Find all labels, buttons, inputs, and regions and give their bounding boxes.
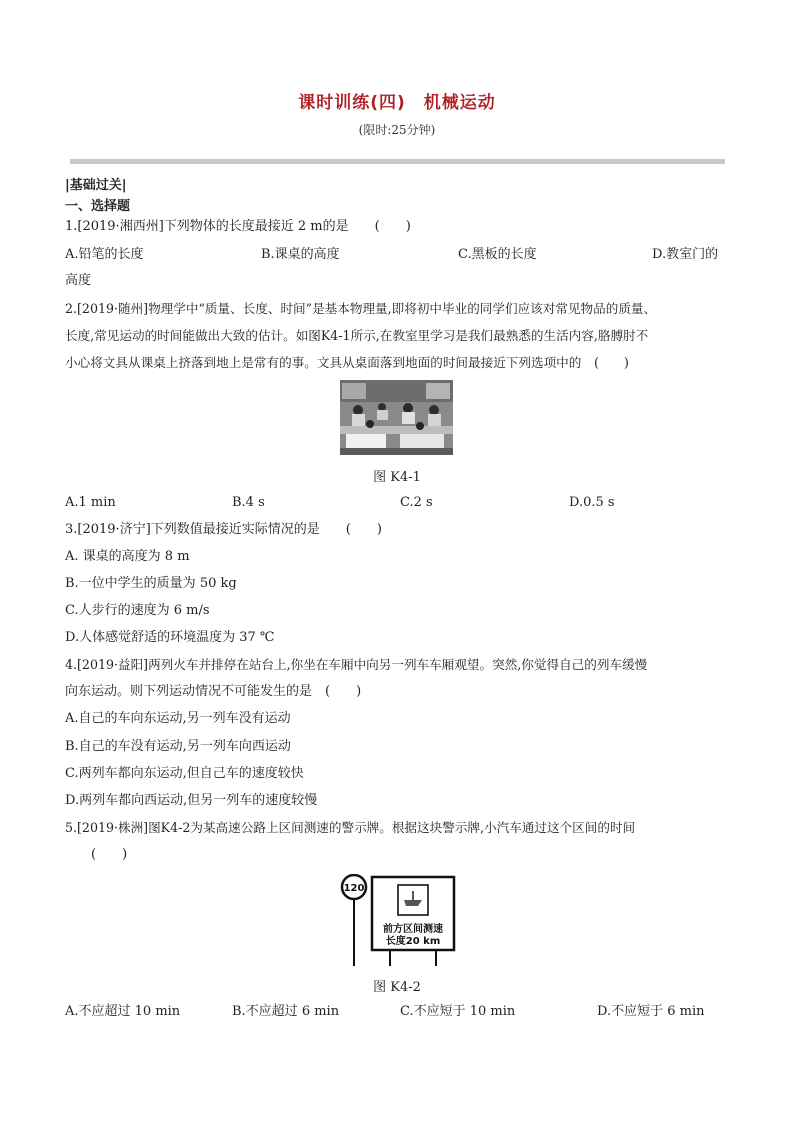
question-3-option-d: D.人体感觉舒适的环境温度为 37 ℃ xyxy=(65,630,275,645)
question-4-option-d: D.两列车都向西运动,但另一列车的速度较慢 xyxy=(65,793,318,808)
question-4-option-a: A.自己的车向东运动,另一列车没有运动 xyxy=(65,711,291,726)
question-4-option-b: B.自己的车没有运动,另一列车向西运动 xyxy=(65,739,291,754)
section-heading: 一、选择题 xyxy=(65,199,131,214)
section-label: |基础过关| xyxy=(65,178,127,193)
question-3-stem: 3.[2019·济宁]下列数值最接近实际情况的是 ( ) xyxy=(65,522,382,537)
question-1-option-c: C.黑板的长度 xyxy=(458,247,537,262)
question-5-option-c: C.不应短于 10 min xyxy=(400,1004,516,1019)
question-5-option-a: A.不应超过 10 min xyxy=(65,1004,181,1019)
question-1-option-b: B.课桌的高度 xyxy=(261,247,340,262)
time-limit: (限时:25分钟) xyxy=(358,123,436,137)
question-1-option-d: D.教室门的 xyxy=(652,247,719,262)
question-4-line-1: 4.[2019·益阳]两列火车并排停在站台上,你坐在车厢中向另一列车车厢观望。突然,你觉得自己的列车缓慢 xyxy=(65,657,648,672)
speed-limit-number: 120 xyxy=(343,883,365,894)
question-2-option-c: C.2 s xyxy=(400,495,433,510)
question-1-stem: 1.[2019·湘西州]下列物体的长度最接近 2 m的是 ( ) xyxy=(65,219,411,234)
speed-zone-warning-sign xyxy=(338,874,458,970)
question-5-option-d: D.不应短于 6 min xyxy=(597,1004,705,1019)
question-5-option-b: B.不应超过 6 min xyxy=(232,1004,340,1019)
question-3-option-c: C.人步行的速度为 6 m/s xyxy=(65,603,210,618)
question-2-line-3: 小心将文具从课桌上挤落到地上是常有的事。文具从桌面落到地面的时间最接近下列选项中的 ( ) xyxy=(65,355,629,370)
question-5-line-1: 5.[2019·株洲]图K4-2为某高速公路上区间测速的警示牌。根据这块警示牌,小汽车通过这个区间的时间 xyxy=(65,820,636,835)
question-2-line-1: 2.[2019·随州]物理学中“质量、长度、时间”是基本物理量,即将初中毕业的同学们应该对常见物品的质量、 xyxy=(65,301,657,316)
question-1-continuation: 高度 xyxy=(65,273,92,288)
sign-text-line-1: 前方区间测速 xyxy=(383,924,443,935)
question-3-option-a: A. 课桌的高度为 8 m xyxy=(65,549,190,564)
question-3-option-b: B.一位中学生的质量为 50 kg xyxy=(65,576,237,591)
header-divider xyxy=(70,159,725,164)
question-2-line-2: 长度,常见运动的时间能做出大致的估计。如图K4-1所示,在教室里学习是我们最熟悉的生活内容,胳膊肘不 xyxy=(65,328,649,343)
question-5-line-2: ( ) xyxy=(65,847,128,862)
question-2-option-b: B.4 s xyxy=(232,495,265,510)
sign-text-line-2: 长度20 km xyxy=(385,936,441,947)
page-title: 课时训练(四) 机械运动 xyxy=(298,93,496,113)
question-2-option-a: A.1 min xyxy=(65,495,116,510)
figure-k4-2-caption: 图 K4-2 xyxy=(373,980,421,995)
question-4-option-c: C.两列车都向东运动,但自己车的速度较快 xyxy=(65,766,304,781)
figure-k4-1-caption: 图 K4-1 xyxy=(373,470,421,485)
classroom-photo xyxy=(340,380,453,455)
question-2-option-d: D.0.5 s xyxy=(569,495,615,510)
question-4-line-2: 向东运动。则下列运动情况不可能发生的是 ( ) xyxy=(65,684,362,699)
question-1-option-a: A.铅笔的长度 xyxy=(65,247,144,262)
